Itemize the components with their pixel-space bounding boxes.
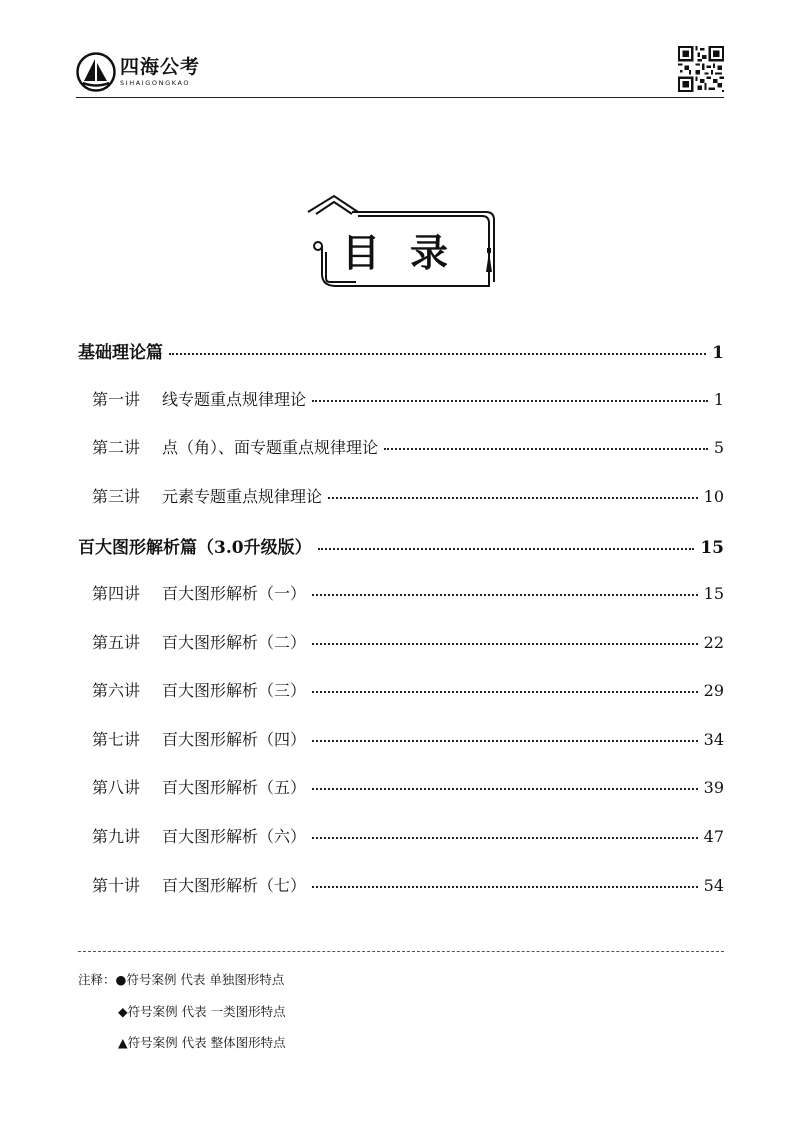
sailboat-logo-icon <box>76 52 116 92</box>
toc-entry-lecture[interactable] <box>78 775 724 801</box>
toc-entry-title: 百大图形解析（七） <box>162 876 307 895</box>
toc-entry-lecture[interactable] <box>78 484 724 510</box>
toc-entry-title: 百大图形解析（四） <box>162 730 307 749</box>
toc-entry-lecture[interactable] <box>78 873 724 899</box>
note-text: 符号案例 代表 整体图形特点 <box>127 1035 286 1050</box>
page-title: 目录 <box>341 231 478 275</box>
toc-leader <box>312 740 698 742</box>
toc-entry-number: 第八讲 <box>92 778 141 797</box>
toc-leader <box>312 886 698 888</box>
toc-entry-lecture[interactable] <box>78 727 724 753</box>
toc-entry-title: 百大图形解析（二） <box>162 633 307 652</box>
toc-leader <box>384 448 708 450</box>
toc-entry-page: 1 <box>713 390 724 409</box>
toc-entry-title: 百大图形解析（六） <box>162 827 307 846</box>
toc-leader <box>312 594 698 596</box>
toc-entry-number: 第十讲 <box>92 876 141 895</box>
toc-entry-page: 47 <box>703 827 724 846</box>
note-item <box>78 970 284 988</box>
brand-subtitle: SIHAIGONGKAO <box>120 78 191 87</box>
toc-entry-lecture[interactable] <box>78 824 724 850</box>
toc-entry-number: 第四讲 <box>92 584 141 603</box>
notes-label: 注释： <box>78 972 116 987</box>
toc-entry-number: 第一讲 <box>92 390 141 409</box>
toc-entry-lecture[interactable] <box>78 581 724 607</box>
toc-entry-title: 百大图形解析篇（3.0升级版） <box>78 538 312 558</box>
toc-leader <box>169 353 706 355</box>
toc-entry-lecture[interactable] <box>78 387 724 413</box>
toc-entry-title: 百大图形解析（五） <box>162 778 307 797</box>
toc-entry-title: 元素专题重点规律理论 <box>162 487 323 506</box>
bullet-diamond-icon: ◆ <box>118 1004 128 1019</box>
toc-entry-number: 第二讲 <box>92 438 141 457</box>
toc-entry-page: 39 <box>703 778 724 797</box>
bullet-triangle-icon: ▲ <box>118 1035 128 1050</box>
brand-name: 四海公考 <box>120 55 201 78</box>
note-text: 符号案例 代表 一类图形特点 <box>127 1004 286 1019</box>
toc-entry-page: 10 <box>703 487 724 506</box>
toc-leader <box>312 643 698 645</box>
bullet-circle-icon: ● <box>115 972 127 987</box>
toc-entry-page: 29 <box>703 681 724 700</box>
toc-entry-page: 1 <box>712 343 724 363</box>
toc-entry-number: 第六讲 <box>92 681 141 700</box>
footer-divider <box>78 951 724 952</box>
toc-entry-page: 15 <box>703 584 724 603</box>
toc-leader <box>312 691 698 693</box>
toc-entry-number: 第五讲 <box>92 633 141 652</box>
note-item <box>118 1033 286 1051</box>
toc-entry-page: 15 <box>700 538 724 558</box>
toc-entry-lecture[interactable] <box>78 630 724 656</box>
toc-entry-title: 线专题重点规律理论 <box>162 390 307 409</box>
toc-entry-number: 第九讲 <box>92 827 141 846</box>
toc-leader <box>312 788 698 790</box>
toc-entry-title: 基础理论篇 <box>78 343 163 363</box>
note-text: 符号案例 代表 单独图形特点 <box>126 972 285 987</box>
toc-leader <box>328 497 698 499</box>
toc-entry-lecture[interactable] <box>78 678 724 704</box>
toc-leader <box>312 837 698 839</box>
brand-logo <box>76 52 200 92</box>
toc-entry-page: 54 <box>703 876 724 895</box>
toc-entry-lecture[interactable] <box>78 435 724 461</box>
note-item <box>118 1002 286 1020</box>
toc-entry-number: 第七讲 <box>92 730 141 749</box>
toc-entry-title: 点（角）、面专题重点规律理论 <box>162 438 379 457</box>
page-header <box>76 50 724 98</box>
toc-entry-number: 第三讲 <box>92 487 141 506</box>
toc-entry-title: 百大图形解析（三） <box>162 681 307 700</box>
toc-leader <box>318 548 695 550</box>
toc-leader <box>312 400 708 402</box>
toc-entry-part[interactable] <box>78 338 724 364</box>
header-divider <box>76 97 724 98</box>
toc-entry-page: 22 <box>703 633 724 652</box>
toc-entry-page: 5 <box>713 438 724 457</box>
toc-entry-part[interactable] <box>78 533 724 559</box>
qr-code-icon <box>678 46 724 92</box>
toc-entry-title: 百大图形解析（一） <box>162 584 307 603</box>
toc-entry-page: 34 <box>703 730 724 749</box>
